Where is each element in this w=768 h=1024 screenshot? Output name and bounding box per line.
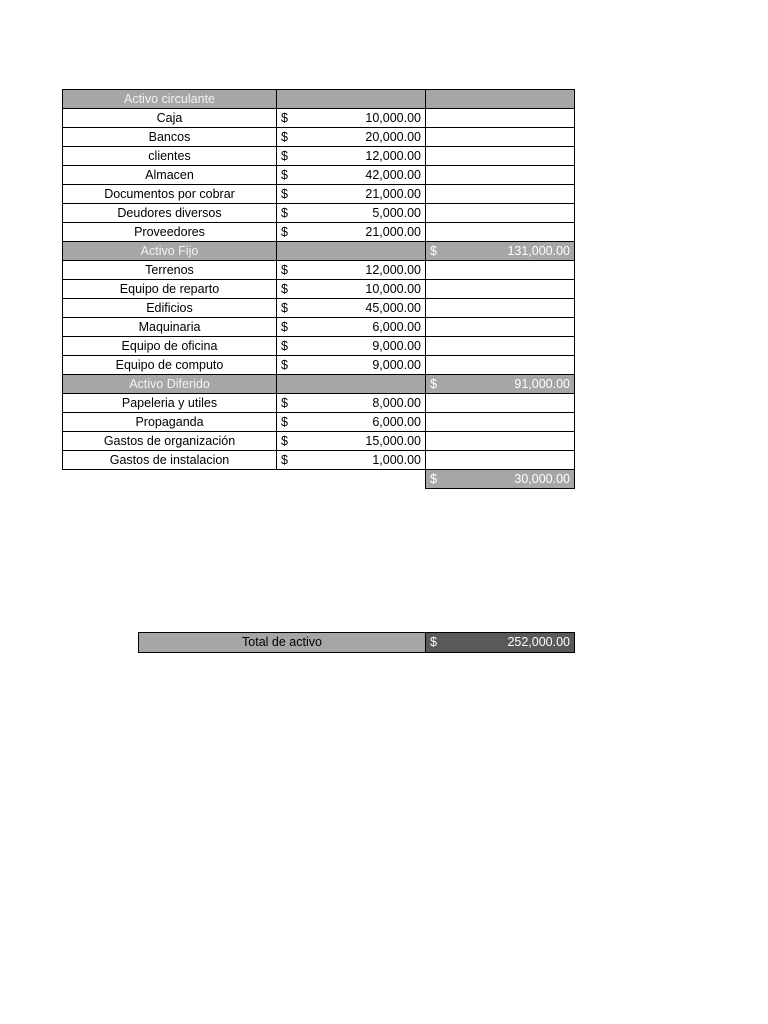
item-label[interactable]: Deudores diversos <box>63 204 277 223</box>
section-header-amount-cell[interactable] <box>277 242 426 261</box>
item-amount-cell[interactable] <box>277 166 426 185</box>
item-amount-cell[interactable] <box>277 432 426 451</box>
item-label[interactable]: Gastos de instalacion <box>63 451 277 470</box>
subtotal-amount: 91,000.00 <box>514 377 570 391</box>
item-label[interactable]: Papeleria y utiles <box>63 394 277 413</box>
currency-symbol: $ <box>281 187 288 201</box>
item-amount-cell[interactable] <box>277 451 426 470</box>
item-label[interactable]: Equipo de computo <box>63 356 277 375</box>
currency-symbol: $ <box>281 263 288 277</box>
total-cell[interactable] <box>426 204 575 223</box>
item-label[interactable]: Bancos <box>63 128 277 147</box>
section-header-label[interactable]: Activo Diferido <box>63 375 277 394</box>
item-amount: 5,000.00 <box>372 206 421 220</box>
currency-symbol: $ <box>281 396 288 410</box>
item-amount: 9,000.00 <box>372 358 421 372</box>
item-amount: 21,000.00 <box>365 187 421 201</box>
item-amount-cell[interactable] <box>277 223 426 242</box>
table-row <box>63 223 575 242</box>
item-amount-cell[interactable] <box>277 185 426 204</box>
currency-symbol: $ <box>281 434 288 448</box>
table-row <box>63 318 575 337</box>
item-amount-cell[interactable] <box>277 337 426 356</box>
item-amount: 12,000.00 <box>365 263 421 277</box>
subtotal-cell-circulante[interactable] <box>426 242 575 261</box>
total-amount-cell[interactable] <box>426 633 575 653</box>
total-cell[interactable] <box>426 280 575 299</box>
item-amount: 21,000.00 <box>365 225 421 239</box>
section-header-total-cell[interactable] <box>426 90 575 109</box>
currency-symbol: $ <box>281 358 288 372</box>
total-cell[interactable] <box>426 147 575 166</box>
table-row <box>63 147 575 166</box>
currency-symbol: $ <box>281 168 288 182</box>
table-row <box>63 261 575 280</box>
item-amount: 10,000.00 <box>365 111 421 125</box>
item-amount-cell[interactable] <box>277 128 426 147</box>
item-amount: 45,000.00 <box>365 301 421 315</box>
item-label[interactable]: Terrenos <box>63 261 277 280</box>
section-header-diferido <box>63 375 575 394</box>
total-cell[interactable] <box>426 109 575 128</box>
subtotal-amount: 131,000.00 <box>507 244 570 258</box>
item-label[interactable]: Edificios <box>63 299 277 318</box>
total-cell[interactable] <box>426 432 575 451</box>
table-row <box>63 394 575 413</box>
item-label[interactable]: clientes <box>63 147 277 166</box>
table-row <box>63 432 575 451</box>
section-header-amount-cell[interactable] <box>277 375 426 394</box>
item-amount: 1,000.00 <box>372 453 421 467</box>
currency-symbol: $ <box>281 225 288 239</box>
currency-symbol: $ <box>281 453 288 467</box>
item-amount-cell[interactable] <box>277 261 426 280</box>
item-label[interactable]: Equipo de reparto <box>63 280 277 299</box>
currency-symbol: $ <box>281 339 288 353</box>
total-cell[interactable] <box>426 318 575 337</box>
total-row <box>139 633 575 653</box>
item-amount: 20,000.00 <box>365 130 421 144</box>
item-amount-cell[interactable] <box>277 299 426 318</box>
section-header-fijo <box>63 242 575 261</box>
table-row <box>63 337 575 356</box>
table-row <box>63 204 575 223</box>
item-amount-cell[interactable] <box>277 356 426 375</box>
item-amount-cell[interactable] <box>277 394 426 413</box>
total-cell[interactable] <box>426 128 575 147</box>
item-amount-cell[interactable] <box>277 204 426 223</box>
total-cell[interactable] <box>426 356 575 375</box>
total-cell[interactable] <box>426 166 575 185</box>
item-label[interactable]: Equipo de oficina <box>63 337 277 356</box>
item-label[interactable]: Propaganda <box>63 413 277 432</box>
total-label[interactable]: Total de activo <box>139 633 426 653</box>
item-amount-cell[interactable] <box>277 280 426 299</box>
table-row <box>63 299 575 318</box>
item-amount-cell[interactable] <box>277 147 426 166</box>
total-cell[interactable] <box>426 413 575 432</box>
total-amount: 252,000.00 <box>507 635 570 649</box>
currency-symbol: $ <box>430 635 437 649</box>
currency-symbol: $ <box>430 244 437 258</box>
item-amount-cell[interactable] <box>277 413 426 432</box>
table-row <box>63 280 575 299</box>
table-row <box>63 356 575 375</box>
currency-symbol: $ <box>281 149 288 163</box>
empty-cell <box>63 470 277 489</box>
section-header-label[interactable]: Activo circulante <box>63 90 277 109</box>
total-cell[interactable] <box>426 394 575 413</box>
currency-symbol: $ <box>281 415 288 429</box>
table-row <box>63 166 575 185</box>
total-cell[interactable] <box>426 299 575 318</box>
currency-symbol: $ <box>281 301 288 315</box>
item-label[interactable]: Maquinaria <box>63 318 277 337</box>
item-label[interactable]: Caja <box>63 109 277 128</box>
table-row <box>63 109 575 128</box>
currency-symbol: $ <box>281 282 288 296</box>
item-label[interactable]: Proveedores <box>63 223 277 242</box>
currency-symbol: $ <box>430 472 437 486</box>
item-label[interactable]: Almacen <box>63 166 277 185</box>
total-cell[interactable] <box>426 223 575 242</box>
item-amount: 8,000.00 <box>372 396 421 410</box>
subtotal-cell-fijo[interactable] <box>426 375 575 394</box>
item-amount: 9,000.00 <box>372 339 421 353</box>
table-row <box>63 128 575 147</box>
item-amount: 6,000.00 <box>372 415 421 429</box>
total-cell[interactable] <box>426 451 575 470</box>
item-label[interactable]: Documentos por cobrar <box>63 185 277 204</box>
table-row <box>63 451 575 470</box>
item-amount: 15,000.00 <box>365 434 421 448</box>
total-cell[interactable] <box>426 261 575 280</box>
section-header-amount-cell[interactable] <box>277 90 426 109</box>
section-header-circulante <box>63 90 575 109</box>
subtotal-cell-diferido[interactable] <box>426 470 575 489</box>
balance-sheet-table <box>62 89 575 489</box>
item-amount-cell[interactable] <box>277 318 426 337</box>
table-row <box>63 470 575 489</box>
item-amount: 12,000.00 <box>365 149 421 163</box>
currency-symbol: $ <box>281 111 288 125</box>
item-amount: 42,000.00 <box>365 168 421 182</box>
table-row <box>63 185 575 204</box>
item-label[interactable]: Gastos de organización <box>63 432 277 451</box>
item-amount: 10,000.00 <box>365 282 421 296</box>
currency-symbol: $ <box>430 377 437 391</box>
empty-cell <box>277 470 426 489</box>
subtotal-amount: 30,000.00 <box>514 472 570 486</box>
item-amount-cell[interactable] <box>277 109 426 128</box>
total-cell[interactable] <box>426 337 575 356</box>
total-cell[interactable] <box>426 185 575 204</box>
currency-symbol: $ <box>281 320 288 334</box>
total-table <box>138 632 575 653</box>
section-header-label[interactable]: Activo Fijo <box>63 242 277 261</box>
table-row <box>63 413 575 432</box>
item-amount: 6,000.00 <box>372 320 421 334</box>
currency-symbol: $ <box>281 130 288 144</box>
currency-symbol: $ <box>281 206 288 220</box>
